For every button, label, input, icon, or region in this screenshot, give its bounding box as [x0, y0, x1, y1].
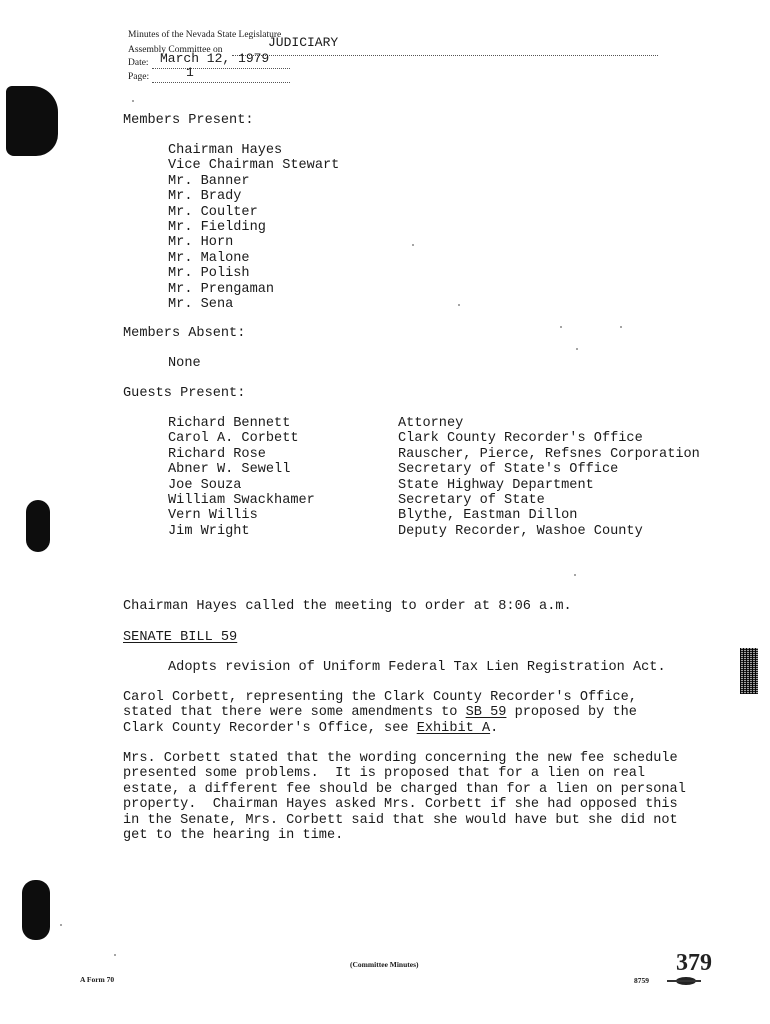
committee-minutes-label: (Committee Minutes): [350, 960, 419, 969]
para2-line: in the Senate, Mrs. Corbett said that she would have but she did not: [123, 812, 678, 828]
guest-name: Vern Willis: [168, 508, 258, 524]
scan-speck: [560, 326, 562, 328]
print-code: 8759: [634, 976, 649, 985]
guest-name: Richard Bennett: [168, 416, 291, 431]
guest-name: Abner W. Sewell: [168, 462, 291, 478]
guest-affiliation: Rauscher, Pierce, Refsnes Corporation: [398, 446, 700, 462]
page-dotted-line: [152, 82, 290, 83]
guest-name: Carol A. Corbett: [168, 431, 299, 447]
members-absent-heading: Members Absent:: [123, 326, 246, 341]
para1-line2: [123, 705, 637, 720]
page-number-stamp: 379: [676, 950, 712, 976]
form-label: A Form 70: [80, 975, 115, 984]
guest-affiliation: Deputy Recorder, Washoe County: [398, 523, 643, 539]
scan-speck: [576, 348, 578, 350]
para2-line: get to the hearing in time.: [123, 828, 344, 844]
date-value: March 12, 1979: [160, 51, 270, 66]
scan-speck: [458, 304, 460, 306]
guest-name: William Swackhamer: [168, 493, 315, 508]
date-dotted-line: [152, 68, 290, 69]
member-present-item: Mr. Malone: [168, 250, 250, 266]
printer-mark-tail: [667, 980, 701, 982]
member-present-item: Mr. Sena: [168, 297, 234, 313]
committee-value: JUDICIARY: [268, 35, 339, 50]
para1-line3: [123, 721, 637, 736]
member-present-item: Mr. Polish: [168, 266, 250, 282]
guest-name: Jim Wright: [168, 523, 250, 539]
guest-affiliation: Blythe, Eastman Dillon: [398, 508, 578, 524]
member-present-item: Mr. Fielding: [168, 220, 266, 236]
page-label: Page:: [128, 72, 150, 82]
scan-speck: [60, 924, 62, 926]
date-label: Date:: [128, 58, 149, 68]
scan-speck: [620, 326, 622, 328]
para1-line2-text: stated that there were some amendments to: [123, 705, 466, 721]
members-present-heading: Members Present:: [123, 113, 254, 128]
member-present-item: Mr. Coulter: [168, 204, 258, 220]
para2-line: property. Chairman Hayes asked Mrs. Corbett if she had opposed this: [123, 797, 678, 813]
members-absent-none: None: [168, 356, 201, 371]
bill-summary: Adopts revision of Uniform Federal Tax Lien Registration Act.: [168, 660, 666, 675]
para1-line3-end: .: [490, 720, 499, 736]
committee-label: Assembly Committee on: [128, 45, 223, 55]
member-present-item: Mr. Horn: [168, 235, 234, 251]
guest-affiliation: State Highway Department: [398, 477, 594, 493]
committee-dotted-line: [232, 55, 658, 56]
para2-line: Mrs. Corbett stated that the wording concerning the new fee schedule: [123, 751, 678, 766]
para2-line: presented some problems. It is proposed that for a lien on real: [123, 766, 646, 782]
guest-name: Joe Souza: [168, 477, 242, 493]
para2-line: estate, a different fee should be charged than for a lien on personal: [123, 781, 686, 797]
scan-speck: [132, 100, 134, 102]
punch-hole-bottom: [22, 880, 50, 940]
para1-line1: Carol Corbett, representing the Clark County Recorder's Office,: [123, 690, 637, 705]
call-to-order: Chairman Hayes called the meeting to order at 8:06 a.m.: [123, 599, 572, 614]
guest-affiliation: Secretary of State's Office: [398, 462, 619, 478]
guests-table: [0, 416, 770, 546]
para1-line3-text: Clark County Recorder's Office, see: [123, 720, 417, 736]
sb59-reference: SB 59: [465, 705, 507, 721]
para1-line2-end: proposed by the: [506, 705, 637, 721]
member-present-item: Vice Chairman Stewart: [168, 158, 340, 174]
member-present-item: Mr. Brady: [168, 189, 242, 205]
guest-name: Richard Rose: [168, 446, 266, 462]
legislature-title: Minutes of the Nevada State Legislature: [128, 30, 282, 40]
member-present-item: Chairman Hayes: [168, 143, 283, 158]
barcode-stamp: [740, 648, 758, 694]
page-value: 1: [186, 65, 194, 80]
member-present-item: Mr. Banner: [168, 173, 250, 189]
scan-speck: [574, 574, 576, 576]
scan-speck: [412, 244, 414, 246]
member-present-item: Mr. Prengaman: [168, 281, 275, 297]
members-present-list: [168, 143, 339, 312]
paragraph-fee-schedule: [123, 751, 686, 843]
bill-heading: SENATE BILL 59: [123, 630, 238, 645]
scan-speck: [114, 954, 116, 956]
paragraph-corbett-intro: [123, 690, 637, 736]
punch-hole-top: [6, 86, 58, 156]
guests-present-heading: Guests Present:: [123, 386, 246, 401]
guest-affiliation: Clark County Recorder's Office: [398, 431, 643, 447]
guest-affiliation: Secretary of State: [398, 493, 545, 508]
exhibit-a-reference: Exhibit A: [416, 720, 491, 736]
guest-affiliation: Attorney: [398, 416, 464, 431]
